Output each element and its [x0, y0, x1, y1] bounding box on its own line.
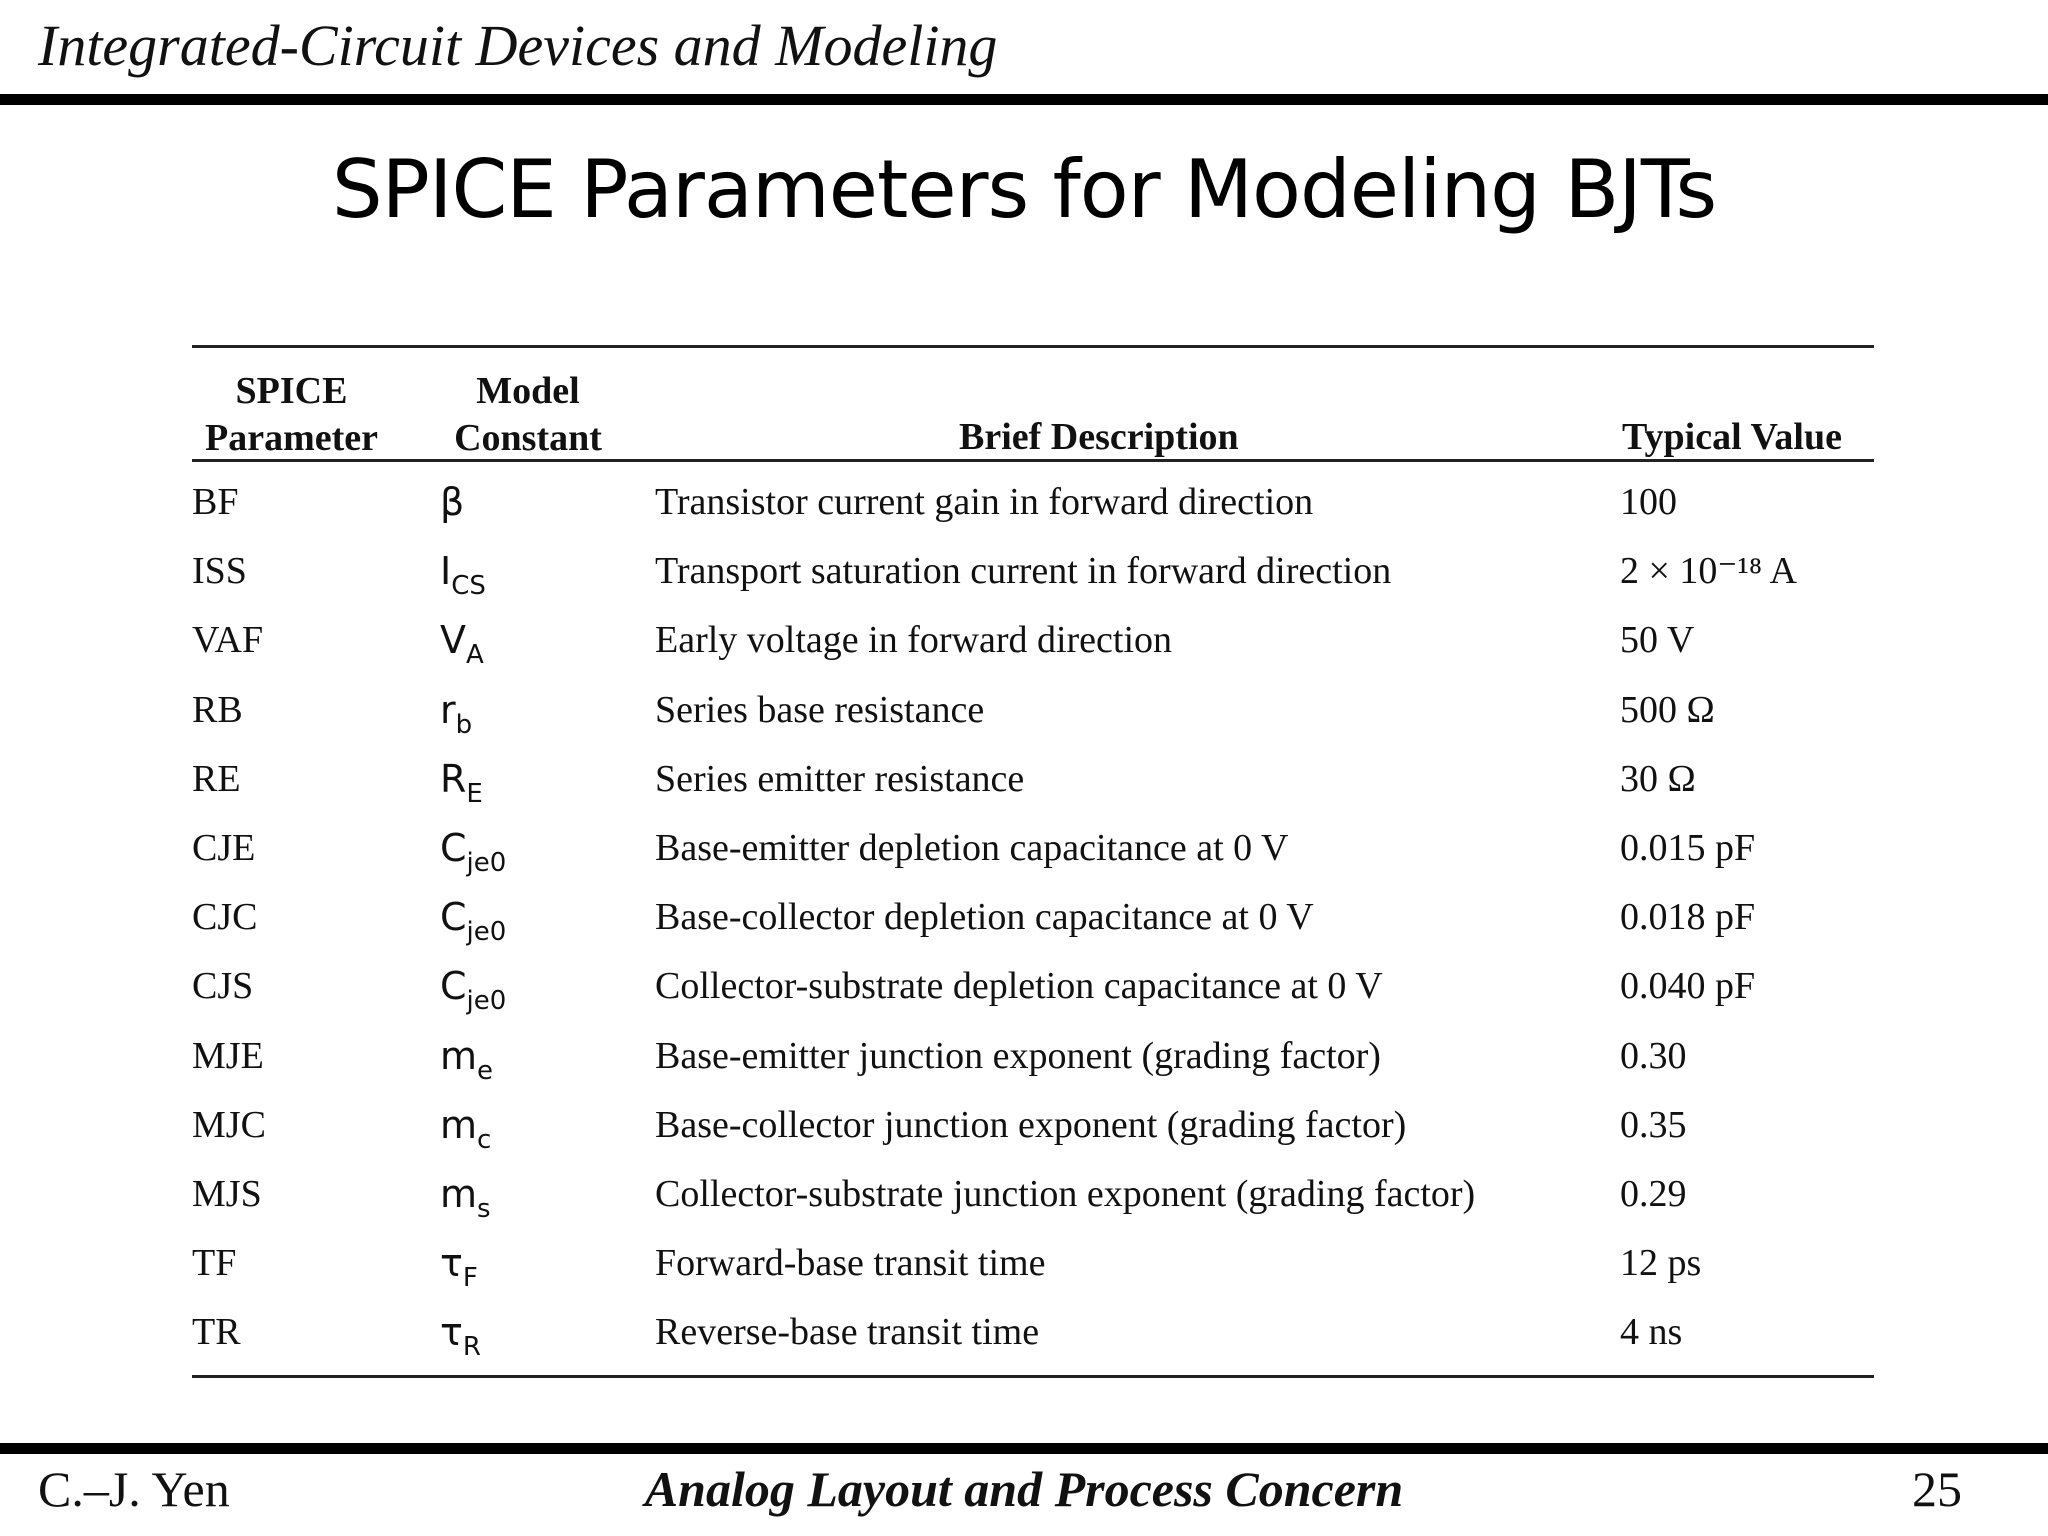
table-row — [192, 887, 1874, 956]
model-constant-subscript: s — [477, 1193, 491, 1224]
typical-value-cell: 12 ps — [1620, 1242, 1702, 1285]
description-cell: Base-emitter depletion capacitance at 0 V — [655, 826, 1289, 869]
model-constant-cell — [440, 887, 506, 947]
model-constant-subscript: R — [462, 1332, 481, 1363]
column-header-line: Model — [476, 370, 580, 412]
model-constant-subscript: je0 — [466, 847, 507, 878]
model-constant-cell — [440, 472, 464, 532]
model-constant-subscript: je0 — [466, 986, 507, 1017]
model-constant-subscript: c — [477, 1124, 492, 1155]
model-constant-subscript: F — [462, 1263, 478, 1294]
spice-parameter-cell: CJE — [192, 826, 256, 869]
model-constant-cell — [440, 1233, 478, 1293]
spice-parameter-cell: CJC — [192, 896, 258, 939]
model-constant-subscript: CS — [451, 571, 486, 602]
spice-parameter-cell: BF — [192, 481, 239, 523]
table-row — [192, 1095, 1874, 1164]
model-constant-subscript: je0 — [466, 917, 507, 948]
table-row — [192, 956, 1874, 1025]
description-cell: Series emitter resistance — [655, 757, 1025, 800]
description-cell: Base-collector depletion capacitance at 0 V — [655, 896, 1314, 939]
column-header-line: SPICE — [235, 370, 348, 412]
model-constant-symbol: m — [440, 1171, 478, 1216]
model-constant-cell — [440, 680, 472, 740]
model-constant-cell — [440, 541, 486, 601]
model-constant-cell — [440, 1026, 493, 1086]
description-cell: Transport saturation current in forward direction — [655, 550, 1392, 593]
model-constant-cell — [440, 1164, 491, 1224]
table-row — [192, 1026, 1874, 1095]
column-header-spice-parameter — [194, 368, 389, 462]
table-bottom-rule — [192, 1375, 1874, 1378]
model-constant-symbol: C — [440, 825, 467, 870]
column-header-brief-description: Brief Description — [959, 416, 1239, 458]
typical-value-cell: 0.29 — [1620, 1172, 1687, 1215]
column-header-line: Parameter — [205, 417, 378, 459]
table-row — [192, 749, 1874, 818]
typical-value-cell: 0.35 — [1620, 1103, 1687, 1146]
column-header-model-constant — [442, 368, 614, 462]
spice-parameter-cell: TR — [192, 1311, 241, 1354]
model-constant-cell — [440, 749, 483, 809]
table-row — [192, 1233, 1874, 1302]
model-constant-subscript: b — [455, 709, 473, 740]
table-row — [192, 818, 1874, 887]
footer-rule — [0, 1443, 2048, 1454]
typical-value-cell: 30 Ω — [1620, 757, 1696, 800]
table-header-row — [192, 348, 1874, 459]
table-row — [192, 610, 1874, 679]
typical-value-cell: 0.018 pF — [1620, 896, 1756, 939]
description-cell: Base-collector junction exponent (grading factor) — [655, 1103, 1407, 1146]
model-constant-cell — [440, 610, 484, 670]
spice-parameter-cell: RE — [192, 757, 241, 800]
model-constant-symbol: R — [440, 756, 467, 801]
table-body — [192, 462, 1874, 1371]
typical-value-cell: 100 — [1620, 481, 1677, 523]
model-constant-symbol: β — [440, 480, 465, 524]
page-number: 25 — [1912, 1461, 1962, 1517]
description-cell: Collector-substrate junction exponent (grading factor) — [655, 1172, 1476, 1215]
model-constant-cell — [440, 1302, 481, 1362]
description-cell: Forward-base transit time — [655, 1242, 1046, 1285]
description-cell: Series base resistance — [655, 688, 985, 731]
spice-parameter-cell: CJS — [192, 965, 254, 1008]
model-constant-cell — [440, 818, 506, 878]
spice-parameter-cell: ISS — [192, 550, 247, 593]
model-constant-symbol: τ — [440, 1241, 463, 1286]
column-header-typical-value: Typical Value — [1622, 416, 1842, 458]
table-row — [192, 680, 1874, 749]
description-cell: Transistor current gain in forward direction — [655, 481, 1314, 523]
model-constant-subscript: E — [466, 778, 483, 809]
table-row — [192, 1164, 1874, 1233]
model-constant-symbol: C — [440, 895, 467, 940]
typical-value-cell: 0.040 pF — [1620, 965, 1756, 1008]
model-constant-cell — [440, 956, 506, 1016]
typical-value-cell: 4 ns — [1620, 1311, 1683, 1354]
spice-parameter-cell: MJC — [192, 1103, 266, 1146]
table-row — [192, 541, 1874, 610]
spice-parameter-cell: RB — [192, 688, 243, 731]
model-constant-subscript: A — [466, 640, 484, 671]
column-header-line: Constant — [454, 417, 602, 459]
spice-parameter-cell: VAF — [192, 619, 264, 662]
typical-value-cell: 500 Ω — [1620, 688, 1715, 731]
description-cell: Reverse-base transit time — [655, 1311, 1040, 1354]
description-cell: Early voltage in forward direction — [655, 619, 1173, 662]
model-constant-symbol: V — [440, 618, 466, 663]
table-row — [192, 1302, 1874, 1371]
model-constant-symbol: m — [440, 1033, 478, 1078]
model-constant-symbol: I — [440, 549, 452, 594]
header-rule — [0, 94, 2048, 105]
spice-parameter-cell: MJS — [192, 1172, 262, 1215]
model-constant-cell — [440, 1095, 491, 1155]
spice-parameter-cell: TF — [192, 1242, 237, 1285]
header-course-title: Integrated-Circuit Devices and Modeling — [38, 13, 998, 78]
model-constant-subscript: e — [477, 1055, 494, 1086]
model-constant-symbol: m — [440, 1102, 478, 1147]
typical-value-cell: 0.30 — [1620, 1034, 1687, 1077]
description-cell: Collector-substrate depletion capacitance at 0 V — [655, 965, 1383, 1008]
typical-value-cell: 50 V — [1620, 619, 1695, 662]
typical-value-cell: 2 × 10⁻¹⁸ A — [1620, 550, 1797, 593]
model-constant-symbol: τ — [440, 1310, 463, 1355]
spice-parameter-cell: MJE — [192, 1034, 264, 1077]
description-cell: Base-emitter junction exponent (grading factor) — [655, 1034, 1381, 1077]
table-row — [192, 472, 1874, 541]
spice-parameter-table — [192, 345, 1874, 1378]
typical-value-cell: 0.015 pF — [1620, 826, 1756, 869]
model-constant-symbol: C — [440, 964, 467, 1009]
footer-course-title: Analog Layout and Process Concern — [644, 1461, 1404, 1517]
model-constant-symbol: r — [440, 687, 456, 732]
slide-title: SPICE Parameters for Modeling BJTs — [331, 143, 1717, 236]
footer-author: C.–J. Yen — [38, 1461, 230, 1517]
